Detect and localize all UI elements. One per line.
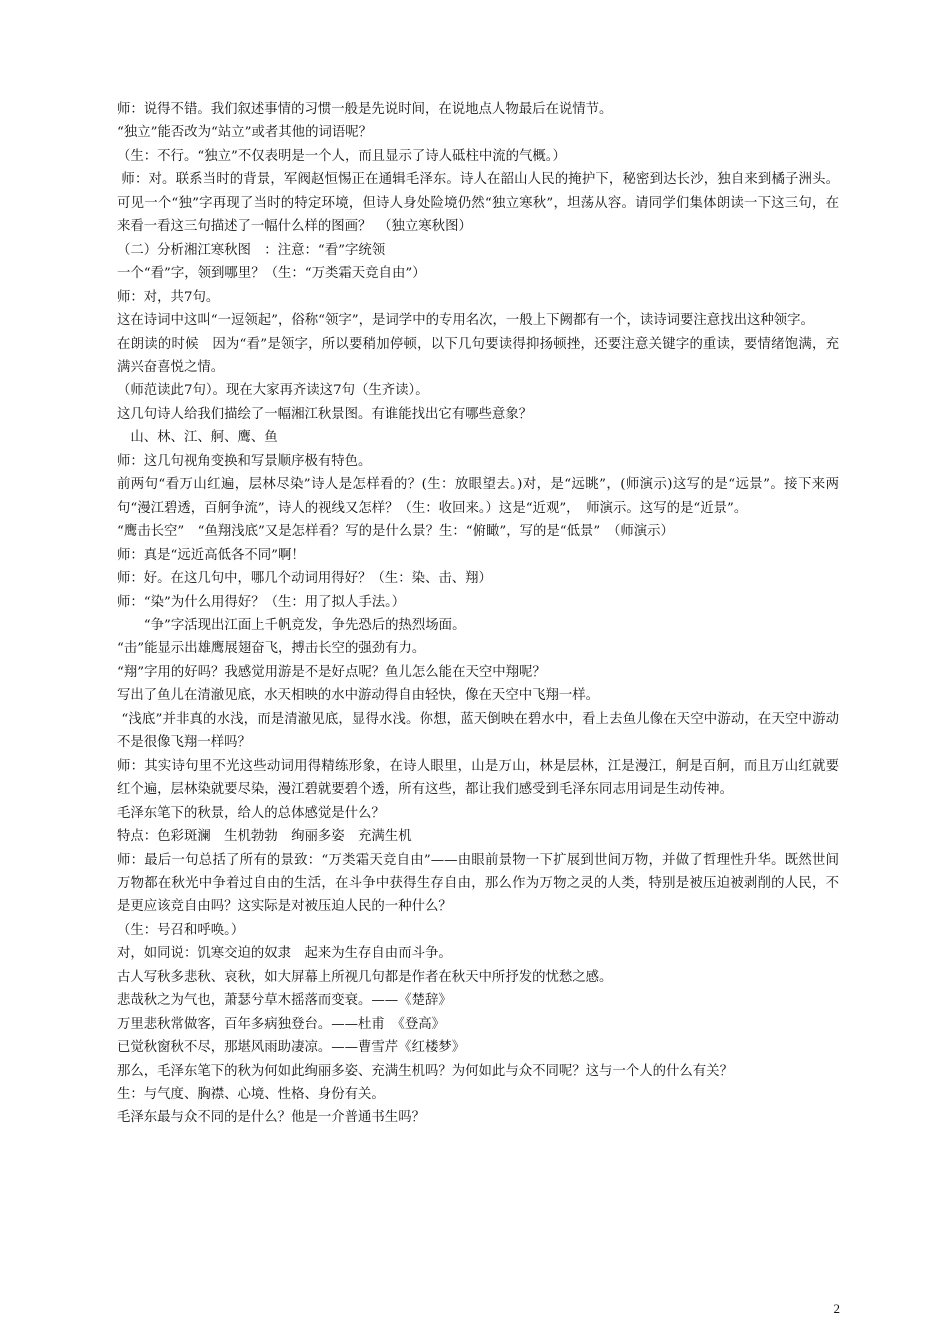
section-heading: （二）分析湘江寒秋图 ：注意：“看”字统领	[117, 242, 386, 258]
paragraph: 师：这几句视角变换和写景顺序极有特色。	[117, 453, 372, 469]
paragraph: 师：最后一句总括了所有的景致：“万类霜天竞自由”——由眼前景物一下扩展到世间万物，并做了哲理性升华。既然世间万物都在秋光中争着过自由的生活，在斗争中获得生存自由，那么作为万物之灵的人类，特别是被压迫被剥削的人民，不是更应该竞自由吗？这实际是对被压迫人民的一种什么？	[117, 852, 839, 915]
paragraph: （师范读此7句）。现在大家再齐读这7句（生齐读）。	[117, 383, 429, 399]
paragraph: 师：其实诗句里不光这些动词用得精练形象，在诗人眼里，山是万山，林是层林，江是漫江，舸是百舸，而且万山红就要红个遍，层林染就要尽染，漫江碧就要碧个透，所有这些，都让我们感受到毛泽东同志用词是生动传神。	[117, 758, 839, 798]
quote-line: 已觉秋窗秋不尽，那堪风雨助凄凉。——曹雪芹《红楼梦》	[117, 1040, 466, 1056]
paragraph: 古人写秋多悲秋、哀秋，如大屏幕上所视几句都是作者在秋天中所抒发的忧愁之感。	[117, 969, 613, 985]
paragraph: “独立”能否改为“站立”或者其他的词语呢？	[117, 125, 373, 141]
paragraph: 这在诗词中这叫“一逗领起”，俗称“领字”，是词学中的专用名次，一般上下阙都有一个，读诗词要注意找出这种领字。	[117, 313, 814, 329]
paragraph: 特点：色彩斑澜 生机勃勃 绚丽多姿 充满生机	[117, 829, 412, 845]
paragraph: 对，如同说：饥寒交迫的奴隶 起来为生存自由而斗争。	[117, 946, 452, 962]
quote-line: 万里悲秋常做客，百年多病独登台。——杜甫 《登高》	[117, 1016, 446, 1032]
paragraph: 师：“染”为什么用得好？（生：用了拟人手法。）	[117, 594, 406, 610]
paragraph: 写出了鱼儿在清澈见底，水天相映的水中游动得自由轻快，像在天空中飞翔一样。	[117, 688, 600, 704]
quote-line: 悲哉秋之为气也，萧瑟兮草木摇落而变衰。——《楚辞》	[117, 993, 452, 1009]
paragraph: “浅底”并非真的水浅，而是清澈见底，显得水浅。你想，蓝天倒映在碧水中，看上去鱼儿像在天空中游动，在天空中游动不是很像飞翔一样吗？	[117, 711, 839, 751]
paragraph: 那么，毛泽东笔下的秋为何如此绚丽多姿、充满生机吗？为何如此与众不同呢？这与一个人的什么有关？	[117, 1063, 733, 1079]
paragraph: “鹰击长空” “鱼翔浅底”又是怎样看？写的是什么景？生：“俯瞰”，写的是“低景” （师演示）	[117, 524, 674, 540]
paragraph: 师：对，共7句。	[117, 289, 220, 305]
document-body	[117, 98, 839, 1130]
paragraph: （生：不行。“独立”不仅表明是一个人，而且显示了诗人砥柱中流的气概。）	[117, 148, 566, 164]
paragraph: 前两句“看万山红遍，层林尽染”诗人是怎样看的？(生：放眼望去。)对，是“远眺”，(师演示)这写的是“远景”。接下来两句“漫江碧透，百舸争流”，诗人的视线又怎样？（生：收回来。）这是“近观”， 师演示。这写的是“近景”。	[117, 477, 839, 516]
paragraph: 毛泽东最与众不同的是什么？他是一介普通书生吗？	[117, 1110, 425, 1126]
paragraph: 生：与气度、胸襟、心境、性格、身份有关。	[117, 1087, 385, 1103]
paragraph: 在朗读的时候 因为“看”是领字，所以要稍加停顿，以下几句要读得抑扬顿挫，还要注意关键字的重读，要情绪饱满，充满兴奋喜悦之情。	[117, 336, 839, 375]
paragraph: 师：对。联系当时的背景，军阀赵恒惕正在通辑毛泽东。诗人在韶山人民的掩护下，秘密到达长沙，独自来到橘子洲头。可见一个“独”字再现了当时的特定环境，但诗人身处险境仍然“独立寒秋”，坦荡从容。请同学们集体朗读一下这三句，在来看一看这三句描述了一幅什么样的图画？ （独立寒秋图）	[117, 172, 840, 235]
paragraph: “翔”字用的好吗？我感觉用游是不是好点呢？鱼儿怎么能在天空中翔呢？	[117, 664, 546, 680]
paragraph: “击”能显示出雄鹰展翅奋飞，搏击长空的强劲有力。	[117, 641, 426, 657]
paragraph: 山、林、江、舸、鹰、鱼	[117, 430, 278, 446]
page-number: 2	[833, 1301, 840, 1316]
paragraph: 师：好。在这几句中，哪几个动词用得好？（生：染、击、翔）	[117, 571, 492, 587]
paragraph: 这几句诗人给我们描绘了一幅湘江秋景图。有谁能找出它有哪些意象？	[117, 406, 533, 422]
paragraph: 师：说得不错。我们叙述事情的习惯一般是先说时间，在说地点人物最后在说情节。	[117, 102, 613, 117]
paragraph: （生：号召和呼唤。）	[117, 922, 245, 938]
paragraph: 一个“看”字，领到哪里？（生：“万类霜天竞自由”）	[117, 266, 426, 282]
paragraph: 毛泽东笔下的秋景，给人的总体感觉是什么？	[117, 805, 385, 821]
paragraph: 师：真是“远近高低各不同”啊！	[117, 547, 305, 563]
paragraph: “争”字活现出江面上千帆竞发，争先恐后的热烈场面。	[117, 617, 466, 633]
